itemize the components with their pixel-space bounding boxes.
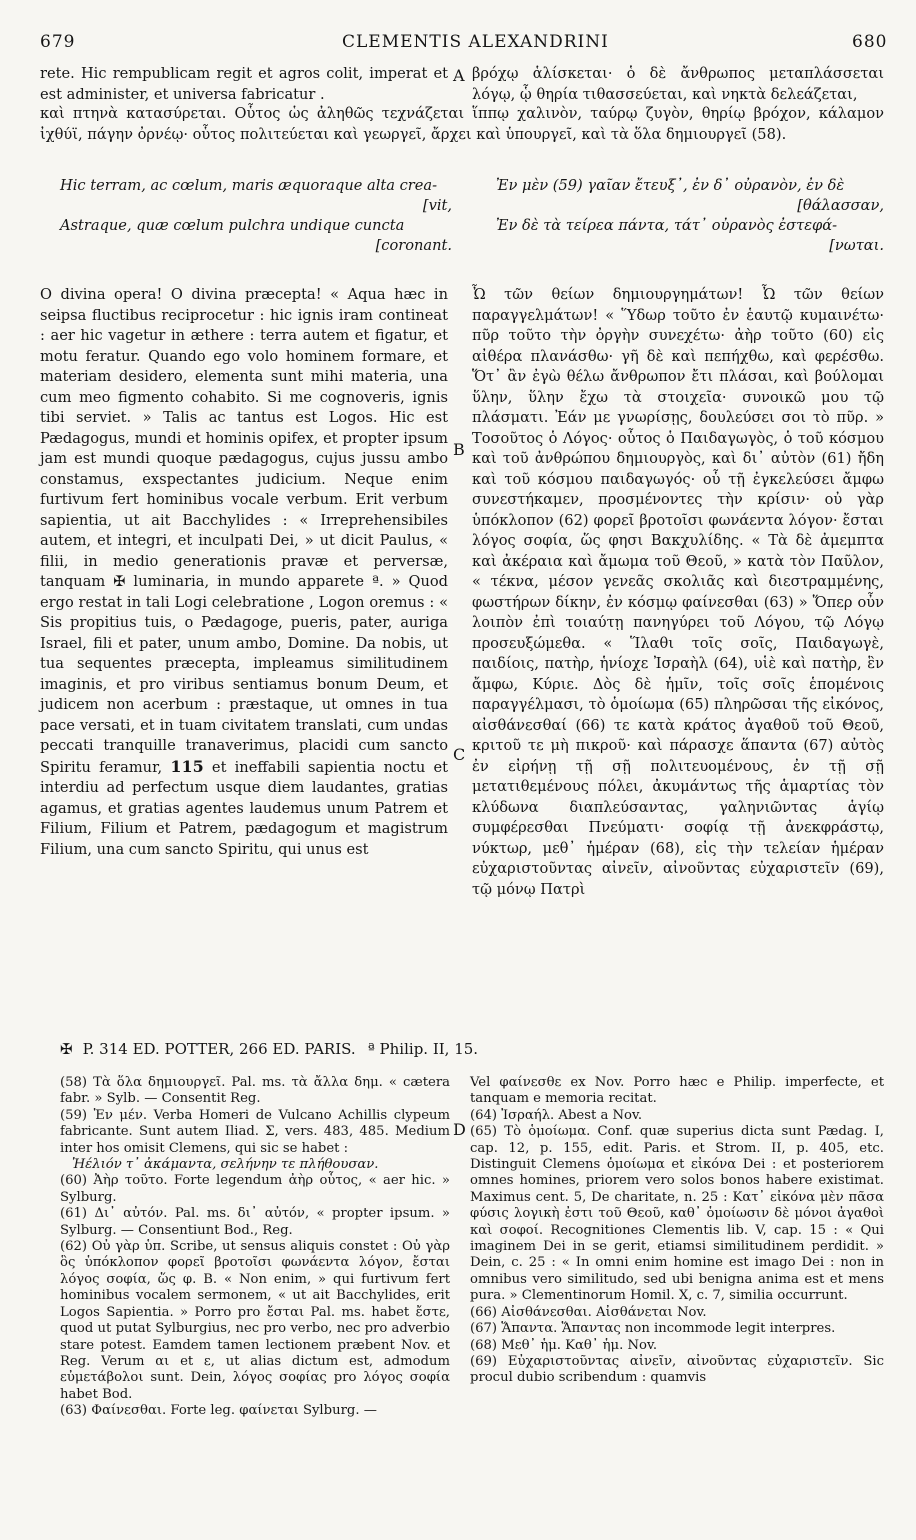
greek-verse-line-2-cont: [νωται. bbox=[829, 237, 884, 254]
edition-reference: P. 314 ED. POTTER, 266 ED. PARIS. bbox=[82, 1040, 356, 1058]
scripture-note: ª Philip. II, 15. bbox=[367, 1040, 479, 1058]
page-number-right: 680 bbox=[852, 32, 888, 52]
greek-verse-line-1: Ἐν μὲν (59) γαῖαν ἔτευξ᾽, ἐν δ᾽ οὐρανὸν, ἐν δὲ bbox=[496, 177, 845, 194]
latin-verse-line-2-cont: [coronant. bbox=[375, 237, 452, 254]
latin-verse bbox=[60, 176, 452, 256]
note-60: (60) Ἀὴρ τοῦτο. Forte legendum ἀὴρ οὗτος, « aer hic. » Sylburg. bbox=[60, 1173, 450, 1205]
latin-body-part-2: et ineffabili sapientia noctu et interdiu ad perfectum usque diem laudantes, gratias agamus, et gratias agentes laudemus unum Patrem et Filium, Filium et Patrem, pædagogum et magistrum Filium, una cum sancto Spiritu, qui unus est bbox=[40, 758, 448, 858]
greek-verse-line-1-cont: [θάλασσαν, bbox=[797, 197, 884, 214]
note-64: (64) Ἰσραήλ. Abest a Nov. bbox=[470, 1107, 643, 1123]
note-63: (63) Φαίνεσθαι. Forte leg. φαίνεται Sylburg. — bbox=[60, 1403, 377, 1419]
latin-verse-line-2: Astraque, quæ cœlum pulchra undique cuncta bbox=[60, 217, 405, 234]
notes-left-column bbox=[60, 1075, 450, 1420]
greek-verse-line-2: Ἐν δὲ τὰ τείρεα πάντα, τάτ᾽ οὐρανὸς ἐστεφά- bbox=[496, 217, 838, 234]
greek-verse bbox=[496, 176, 884, 256]
margin-letter-c: C bbox=[453, 745, 466, 764]
greek-main-paragraph: Ὦ τῶν θείων δημιουργημάτων! Ὦ τῶν θείων παραγγελμάτων! « Ὕδωρ τοῦτο ἐν ἑαυτῷ κυμαινέτω· πῦρ τοῦτο τὴν ὀργὴν συνεχέτω· ἀὴρ τοῦτο (60) εἰς αἰθέρα πλανάσθω· γῆ δὲ καὶ πεπήχθω, καὶ φερέσθω. Ὅτ᾽ ἂν ἐγὼ θέλω ἄνθρωπον ἔτι πλάσαι, καὶ βούλομαι ὕλην, ὕλην ἔχω τὰ στοιχεῖα· συνοικῶ μου τῷ πλάσματι. Ἐάν με γνωρίσῃς, δουλεύσει σοι τὸ πῦρ. » Τοσοῦτος ὁ Λόγος· οὗτος ὁ Παιδαγωγὸς, ὁ τοῦ κόσμου καὶ τοῦ ἀνθρώπου δημιουργὸς, καὶ δι᾽ αὐτὸν (61) ἤδη καὶ τοῦ κόσμου παιδαγωγός· οὗ τῇ ἐγκελεύσει ἄμφω συνεστήκαμεν, προσμένοντες τὴν κρίσιν· οὐ γὰρ ὑπόκλοπον (62) φορεῖ βροτοῖσι φωνάεντα λόγον· ἔσται λόγος σοφία, ὥς φησι Βακχυλίδης. « Τὰ δὲ ἀμεμπτα καὶ ἀκέραια καὶ ἄμωμα τοῦ Θεοῦ, » κατὰ τὸν Παῦλον, « τέκνα, μέσον γενεᾶς σκολιᾶς καὶ διεστραμμένης, φωστήρων δίκην, ἐν κόσμῳ φαίνεσθαι (63) » Ὅπερ οὖν λοιπὸν ἐπὶ τοιαύτῃ πανηγύρει τοῦ Λόγου, τῷ Λόγῳ προσευξώμεθα. « Ἵλαθι τοῖς σοῖς, Παιδαγωγὲ, παιδίοις, πατὴρ, ἡνίοχε Ἰσραὴλ (64), υἱὲ καὶ πατὴρ, ἓν ἄμφω, Κύριε. Δὸς δὲ ἡμῖν, τοῖς σοῖς ἑπομένοις παραγγέλμασι, τὸ ὁμοίωμα (65) πληρῶσαι τῆς εἰκόνος, αἰσθάνεσθαί (66) τε κατὰ κράτος ἀγαθοῦ τοῦ Θεοῦ, κριτοῦ τε μὴ πικροῦ· καὶ πάρασχε ἅπαντα (67) αὐτὸς ἐν εἰρήνῃ τῇ σῇ πολιτευομένους, ἐν τῇ σῇ μετατιθεμένους πόλει, ἀκυμάντως τῆς ἁμαρτίας τὸν κλύδωνα διαπλεύσαντας, γαληνιῶντας ἁγίῳ συμφέρεσθαι Πνεύματι· σοφίᾳ τῇ ἀνεκφράστῳ, νύκτωρ, μεθ᾽ ἡμέραν (68), εἰς τὴν τελείαν ἡμέραν εὐχαριστοῦντας αἰνεῖν, αἰνοῦντας εὐχαριστεῖν (69), τῷ μόνῳ Πατρὶ bbox=[472, 286, 884, 898]
note-67: (67) Ἅπαντα. Ἅπαντας non incommode legit interpres. bbox=[470, 1321, 836, 1337]
latin-verse-line-1-cont: [vit, bbox=[422, 197, 452, 214]
greek-top-full-paragraph: καὶ πτηνὰ κατασύρεται. Οὗτος ὡς ἀληθῶς τεχνάζεται ἵππῳ χαλινὸν, ταύρῳ ζυγὸν, θηρίῳ βρόχον, κάλαμον ἰχθύϊ, πάγην ὀρνέῳ· οὗτος πολιτεύεται καὶ γεωργεῖ, ἄρχει καὶ ὑπουργεῖ, καὶ τὰ ὅλα δημιουργεῖ (58). bbox=[40, 105, 884, 143]
marginal-page-number: 115 bbox=[170, 756, 204, 776]
note-62: (62) Οὐ γὰρ ὑπ. Scribe, ut sensus aliquis constet : Οὐ γὰρ ὃς ὑπόκλοπον φορεῖ βροτοῖσι φωνάεντα λόγον, ἔσται λόγος σοφία, ὥς φ. Β. « Non enim, » qui furtivum fert hominibus vocalem sermonem, « ut ait Bacchylides, erit Logos Sapientia. » Porro pro ἔσται Pal. ms. habet ἔστε, quod ut putat Sylburgius, nec pro verbo, nec pro adverbio stare potest. Eamdem tamen lectionem præbent Nov. et Reg. Verum αι et ε, ut alias dictum est, admodum εὐμετάβολοι sunt. Dein, λόγος σοφίας pro λόγος σοφία habet Bod. bbox=[60, 1239, 450, 1402]
notes-right-column bbox=[470, 1075, 884, 1387]
note-65: (65) Τὸ ὁμοίωμα. Conf. quæ superius dicta sunt Pædag. I, cap. 12, p. 155, edit. Paris. et Strom. II, p. 405, etc. Distinguit Clemens ὁμοίωμα et εἰκόνα Dei : et posteriorem omnes homines, priorem vero solos bonos habere existimat. Maximus cent. 5, De charitate, n. 25 : Κατ᾽ εἰκόνα μὲν πᾶσα φύσις λογικὴ ἐστι τοῦ Θεοῦ, καθ᾽ ὁμοίωσιν δὲ μόνοι ἀγαθοὶ καὶ σοφοί. Recognitiones Clementis lib. V, cap. 15 : « Qui imaginem Dei in se gerit, etiamsi similitudinem perdidit. » Dein, c. 25 : « In omni enim homine est imago Dei : non in omnibus vero similitudo, sed ubi benigna anima est et mens pura. » Clementinorum Homil. X, c. 7, similia occurrunt. bbox=[470, 1124, 884, 1304]
latin-body-part-1: O divina opera! O divina præcepta! « Aqua hæc in seipsa fluctibus reciprocetur : hic ignis iram contineat : aer hic vagetur in æthere : terra autem et figatur, et motu feratur. Quando ego volo hominem formare, et materiam desidero, elementa sunt mihi materia, una cum meo figmento cohabito. Si me cognoveris, ignis tibi serviet. » Talis ac tantus est Logos. Hic est Pædagogus, mundi et hominis opifex, et propter ipsum jam est mundi quoque pædagogus, cujus jussu ambo constamus, exspectantes judicium. Neque enim furtivum fert hominibus vocale verbum. Erit verbum sapientia, ut ait Bacchylides : « Irreprehensibiles autem, et integri, et inculpati Dei, » ut dicit Paulus, « filii, in medio generationis pravæ et perversæ, tanquam ✠ luminaria, in mundo apparete ª. » Quod ergo restat in tali Logi celebratione , Logon oremus : « Sis propitius tuis, o Pædagoge, pueris, pater, auriga Israel, fili et pater, unum ambo, Domine. Da nobis, ut tua sequentes præcepta, impleamus similitudinem imaginis, et pro viribus sentiamus bonum Deum, et judicem non acerbum : præstaque, ut omnes in tua pace versati, et in tuam civitatem translati, cum undas peccati tranquille tranaverimus, placidi cum sancto Spiritu feramur, bbox=[40, 286, 448, 776]
latin-top-text: rete. Hic rempublicam regit et agros colit, imperat et est administer, et universa fabricatur . bbox=[40, 65, 448, 103]
note-61: (61) Δι᾽ αὐτόν. Pal. ms. δι᾽ αὐτόν, « propter ipsum. » Sylburg. — Consentiunt Bod., Reg. bbox=[60, 1206, 450, 1238]
latin-main-column bbox=[40, 285, 448, 860]
note-59: (59) Ἐν μέν. Verba Homeri de Vulcano Achillis clypeum fabricante. Sunt autem Iliad. Σ, vers. 483, 485. Medium inter hos omisit Clemens, qui sic se habet : bbox=[60, 1107, 450, 1156]
page-number-left: 679 bbox=[40, 32, 76, 52]
note-63-cont: Vel φαίνεσθε ex Nov. Porro hæc e Philip. imperfecte, et tanquam e memoria recitat. bbox=[470, 1075, 884, 1107]
cross-marker-icon: ✠ bbox=[60, 1040, 73, 1058]
latin-main-paragraph bbox=[40, 285, 448, 860]
edition-reference-line bbox=[60, 1040, 880, 1058]
note-68: (68) Μεθ᾽ ἡμ. Καθ᾽ ἡμ. Nov. bbox=[470, 1337, 658, 1353]
latin-verse-line-1: Hic terram, ac cœlum, maris æquoraque alta crea- bbox=[60, 177, 438, 194]
note-69: (69) Εὐχαριστοῦντας αἰνεῖν, αἰνοῦντας εὐχαριστεῖν. Sic procul dubio scribendum : quamvis bbox=[470, 1353, 884, 1386]
margin-letter-a: A bbox=[453, 66, 465, 85]
running-title: CLEMENTIS ALEXANDRINI bbox=[342, 32, 609, 52]
note-58: (58) Τὰ ὅλα δημιουργεῖ. Pal. ms. τὰ ἄλλα δημ. « cætera fabr. » Sylb. — Consentit Reg. bbox=[60, 1075, 450, 1107]
note-59-verse: Ἠέλιόν τ᾽ ἀκάμαντα, σελήνην τε πλήθουσαν. bbox=[72, 1157, 379, 1173]
page-header bbox=[0, 32, 916, 62]
greek-top-text: βρόχῳ ἁλίσκεται· ὁ δὲ ἄνθρωπος μεταπλάσσεται λόγῳ, ᾧ θηρία τιθασσεύεται, καὶ νηκτὰ δελεάζεται, bbox=[472, 65, 884, 103]
margin-letter-d: D bbox=[453, 1120, 466, 1139]
margin-letter-b: B bbox=[453, 440, 465, 459]
note-66: (66) Αἰσθάνεσθαι. Αἰσθάνεται Nov. bbox=[470, 1304, 707, 1320]
greek-main-column bbox=[472, 285, 884, 900]
greek-top-full-text bbox=[40, 104, 884, 145]
